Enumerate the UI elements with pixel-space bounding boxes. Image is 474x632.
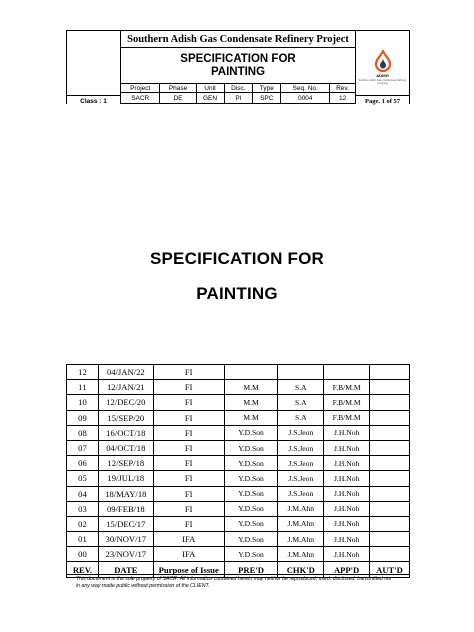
revision-row xyxy=(67,501,410,516)
page-label: Page. 1 of 57 xyxy=(356,95,409,106)
revision-cell: J.H.Noh xyxy=(324,440,370,455)
revision-cell: 30/NOV/17 xyxy=(98,532,153,547)
revision-cell: J.S.Jeon xyxy=(278,440,324,455)
revision-cell: IFA xyxy=(153,532,224,547)
revision-cell: J.H.Noh xyxy=(324,516,370,531)
revision-cell: M.M xyxy=(224,395,278,410)
revision-cell: J.H.Noh xyxy=(324,471,370,486)
revision-cell: S.A xyxy=(278,410,324,425)
revision-cell: J.H.Noh xyxy=(324,456,370,471)
revision-cell: 12/DEC/20 xyxy=(98,395,153,410)
code-value: 0004 xyxy=(281,93,330,104)
logo-tagline: Southern Adish Gas Condensate Refinery Company xyxy=(358,78,407,85)
class-label: Class : 1 xyxy=(67,95,120,106)
revision-cell: 23/NOV/17 xyxy=(98,547,153,562)
revision-cell: 10 xyxy=(67,395,99,410)
revision-cell: FI xyxy=(153,471,224,486)
revision-cell: 15/DEC/17 xyxy=(98,516,153,531)
code-value: 12 xyxy=(330,93,356,104)
revision-cell: Y.D.Son xyxy=(224,425,278,440)
document-header xyxy=(66,30,410,104)
revision-cell: 12/JAN/21 xyxy=(98,380,153,395)
revision-row xyxy=(67,456,410,471)
revision-cell: 19/JUL/18 xyxy=(98,471,153,486)
revision-cell xyxy=(370,471,410,486)
revision-cell xyxy=(370,440,410,455)
revision-cell: FI xyxy=(153,395,224,410)
revision-row xyxy=(67,440,410,455)
revision-table xyxy=(66,364,410,578)
revision-cell: FI xyxy=(153,456,224,471)
revision-cell: F.B/M.M xyxy=(324,410,370,425)
header-cell: CHK'D xyxy=(278,562,324,578)
revision-cell: FI xyxy=(153,516,224,531)
revision-cell: Y.D.Son xyxy=(224,486,278,501)
revision-cell: J.H.Noh xyxy=(324,425,370,440)
code-label: Seq. No. xyxy=(281,84,330,93)
revision-cell xyxy=(370,516,410,531)
revision-cell: J.M.Ahn xyxy=(278,501,324,516)
spec-title-line1: SPECIFICATION FOR xyxy=(180,52,296,65)
confidentiality-notice xyxy=(76,576,406,589)
code-label: Type xyxy=(253,84,281,93)
revision-cell: J.M.Ahn xyxy=(278,547,324,562)
code-value: SACR xyxy=(121,93,160,104)
revision-row xyxy=(67,516,410,531)
revision-row xyxy=(67,486,410,501)
revision-cell: Y.D.Son xyxy=(224,532,278,547)
code-value: GEN xyxy=(196,93,224,104)
revision-cell: 04 xyxy=(67,486,99,501)
revision-cell: 02 xyxy=(67,516,99,531)
code-label: Unit xyxy=(196,84,224,93)
revision-cell: 04/JAN/22 xyxy=(98,365,153,380)
revision-row xyxy=(67,395,410,410)
header-cell: REV. xyxy=(67,562,99,578)
revision-cell xyxy=(370,456,410,471)
revision-cell: F.B/M.M xyxy=(324,380,370,395)
revision-cell: M.M xyxy=(224,410,278,425)
revision-cell xyxy=(224,365,278,380)
flame-drop-icon xyxy=(374,50,392,72)
revision-cell xyxy=(278,365,324,380)
revision-cell: M.M xyxy=(224,380,278,395)
revision-cell: IFA xyxy=(153,547,224,562)
revision-row xyxy=(67,547,410,562)
revision-cell: 09/FEB/18 xyxy=(98,501,153,516)
code-value: PI xyxy=(224,93,253,104)
revision-cell: FI xyxy=(153,501,224,516)
revision-cell: 04/OCT/18 xyxy=(98,440,153,455)
revision-cell: 00 xyxy=(67,547,99,562)
revision-cell: J.H.Noh xyxy=(324,501,370,516)
revision-cell: 12 xyxy=(67,365,99,380)
revision-cell xyxy=(324,365,370,380)
revision-cell: J.H.Noh xyxy=(324,486,370,501)
code-label: Rev. xyxy=(330,84,356,93)
spec-title-line2: PAINTING xyxy=(210,65,266,78)
footer-line1: This document is the sole property of SACR. All information contained herein may neither be reproduced, used, disclosed, transmitted nor xyxy=(76,576,392,582)
revision-cell: Y.D.Son xyxy=(224,501,278,516)
revision-cell xyxy=(370,395,410,410)
revision-row xyxy=(67,532,410,547)
revision-cell: J.S.Jeon xyxy=(278,486,324,501)
document-title-line1: SPECIFICATION FOR xyxy=(149,249,325,268)
revision-cell: FI xyxy=(153,380,224,395)
revision-cell xyxy=(370,532,410,547)
revision-row xyxy=(67,410,410,425)
revision-cell: 15/SEP/20 xyxy=(98,410,153,425)
spec-title xyxy=(121,48,356,84)
revision-cell: J.H.Noh xyxy=(324,532,370,547)
revision-cell: Y.D.Son xyxy=(224,547,278,562)
revision-cell: 01 xyxy=(67,532,99,547)
revision-cell: 08 xyxy=(67,425,99,440)
revision-cell: FI xyxy=(153,425,224,440)
revision-cell xyxy=(370,501,410,516)
revision-cell: J.M.Ahn xyxy=(278,516,324,531)
revision-cell: Y.D.Son xyxy=(224,440,278,455)
revision-cell: J.H.Noh xyxy=(324,547,370,562)
revision-row xyxy=(67,365,410,380)
revision-row xyxy=(67,380,410,395)
revision-cell xyxy=(370,425,410,440)
revision-cell: 11 xyxy=(67,380,99,395)
revision-cell: FI xyxy=(153,410,224,425)
revision-cell: 07 xyxy=(67,440,99,455)
revision-cell: Y.D.Son xyxy=(224,456,278,471)
header-cell: AUT'D xyxy=(370,562,410,578)
revision-cell: 09 xyxy=(67,410,99,425)
code-label: Disc. xyxy=(224,84,253,93)
company-logo xyxy=(356,31,410,104)
header-blank-cell xyxy=(67,31,121,104)
revision-cell: 03 xyxy=(67,501,99,516)
code-value: SPC xyxy=(253,93,281,104)
revision-cell: F.B/M.M xyxy=(324,395,370,410)
revision-cell: 06 xyxy=(67,456,99,471)
revision-cell: S.A xyxy=(278,395,324,410)
header-cell: Purpose of Issue xyxy=(153,562,224,578)
revision-cell: J.S.Jeon xyxy=(278,456,324,471)
footer-divider xyxy=(66,574,410,575)
revision-cell xyxy=(370,486,410,501)
footer-line2: in any way made public without permission of the CLIENT. xyxy=(76,582,210,589)
revision-cell xyxy=(370,380,410,395)
logo-name: ADISH xyxy=(376,72,389,78)
revision-cell xyxy=(370,365,410,380)
project-title: Southern Adish Gas Condensate Refinery Project xyxy=(121,31,356,48)
code-label: Project xyxy=(121,84,160,93)
revision-row xyxy=(67,425,410,440)
header-cell: APP'D xyxy=(324,562,370,578)
revision-row xyxy=(67,471,410,486)
revision-cell: FI xyxy=(153,440,224,455)
header-cell: DATE xyxy=(98,562,153,578)
revision-cell: FI xyxy=(153,365,224,380)
revision-cell: FI xyxy=(153,486,224,501)
revision-cell: J.S.Jeon xyxy=(278,425,324,440)
revision-cell: S.A xyxy=(278,380,324,395)
code-label: Phase xyxy=(160,84,196,93)
revision-cell: 18/MAY/18 xyxy=(98,486,153,501)
revision-cell: Y.D.Son xyxy=(224,471,278,486)
revision-cell xyxy=(370,410,410,425)
revision-cell: 12/SEP/18 xyxy=(98,456,153,471)
code-value: DE xyxy=(160,93,196,104)
revision-cell xyxy=(370,547,410,562)
revision-cell: 05 xyxy=(67,471,99,486)
header-cell: PRE'D xyxy=(224,562,278,578)
revision-cell: J.S.Jeon xyxy=(278,471,324,486)
revision-cell: Y.D.Son xyxy=(224,516,278,531)
document-title-line2: PAINTING xyxy=(196,284,278,303)
revision-cell: 16/OCT/18 xyxy=(98,425,153,440)
revision-cell: J.M.Ahn xyxy=(278,532,324,547)
